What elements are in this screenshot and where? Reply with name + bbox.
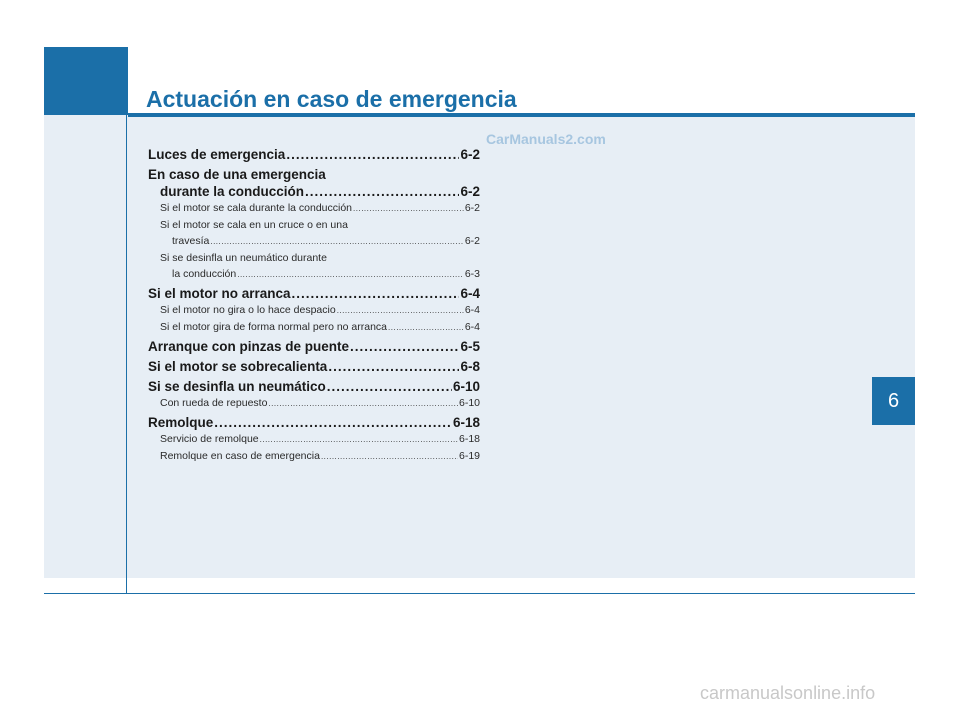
toc-leader <box>237 267 464 283</box>
toc-leader <box>350 338 459 355</box>
toc-leader <box>292 285 460 302</box>
toc-label: Luces de emergencia <box>148 147 286 162</box>
toc-page: 6-8 <box>460 359 480 374</box>
toc-page: 6-2 <box>460 147 480 162</box>
toc-entry-neumatico[interactable] <box>148 378 480 395</box>
footer-watermark: carmanualsonline.info <box>700 683 876 703</box>
title-divider <box>128 113 915 117</box>
toc-label: Si el motor gira de forma normal pero no arranca <box>160 321 388 333</box>
table-of-contents <box>148 146 480 465</box>
toc-leader <box>321 449 458 465</box>
toc-entry-desinfla-line1[interactable]: Si se desinfla un neumático durante <box>160 252 327 264</box>
page-title: Actuación en caso de emergencia <box>146 86 517 112</box>
toc-page: 6-10 <box>452 379 480 394</box>
toc-page: 6-2 <box>460 184 480 199</box>
section-color-block <box>44 47 128 115</box>
toc-page: 6-18 <box>458 433 480 445</box>
toc-page: 6-4 <box>464 304 480 316</box>
toc-entry-cruce-line1[interactable]: Si el motor se cala en un cruce o en una <box>160 219 348 231</box>
toc-label: Arranque con pinzas de puente <box>148 339 350 354</box>
toc-page: 6-2 <box>464 202 480 214</box>
toc-label: Remolque <box>148 415 214 430</box>
toc-page: 6-2 <box>464 235 480 247</box>
toc-entry-sobrecalienta[interactable] <box>148 358 480 375</box>
toc-page: 6-5 <box>460 339 480 354</box>
toc-label: Si se desinfla un neumático <box>148 379 326 394</box>
toc-entry-gira-normal[interactable] <box>148 319 480 336</box>
toc-leader <box>286 146 459 163</box>
toc-page: 6-3 <box>464 268 480 280</box>
toc-entry-cruce[interactable] <box>148 233 480 250</box>
bottom-divider <box>44 593 915 594</box>
toc-entry-conduccion[interactable] <box>148 183 480 200</box>
toc-page: 6-4 <box>460 286 480 301</box>
toc-entry-remolque-emergencia[interactable] <box>148 448 480 465</box>
toc-leader <box>327 378 452 395</box>
toc-leader <box>214 414 452 431</box>
toc-label: Remolque en caso de emergencia <box>160 450 320 462</box>
toc-leader <box>305 183 459 200</box>
toc-leader <box>337 303 464 319</box>
toc-entry-luces[interactable] <box>148 146 480 163</box>
left-divider <box>126 115 127 594</box>
toc-entry-no-gira[interactable] <box>148 302 480 319</box>
toc-label: la conducción <box>172 268 237 280</box>
toc-page: 6-19 <box>458 450 480 462</box>
toc-label: Si el motor no gira o lo hace despacio <box>160 304 336 316</box>
toc-entry-remolque[interactable] <box>148 414 480 431</box>
toc-label: Con rueda de repuesto <box>160 397 268 409</box>
toc-page: 6-18 <box>452 415 480 430</box>
toc-page: 6-10 <box>458 397 480 409</box>
toc-entry-repuesto[interactable] <box>148 395 480 412</box>
toc-entry-cala[interactable] <box>148 200 480 217</box>
toc-page: 6-4 <box>464 321 480 333</box>
toc-label: Si el motor no arranca <box>148 286 291 301</box>
toc-leader <box>210 234 463 250</box>
toc-entry-pinzas[interactable] <box>148 338 480 355</box>
toc-leader <box>353 201 464 217</box>
toc-leader <box>268 396 458 412</box>
toc-label: Si el motor se cala durante la conducción <box>160 202 353 214</box>
toc-label: Si el motor se sobrecalienta <box>148 359 328 374</box>
chapter-tab: 6 <box>872 377 915 425</box>
toc-leader <box>388 320 464 336</box>
toc-label: durante la conducción <box>160 184 305 199</box>
toc-entry-no-arranca[interactable] <box>148 285 480 302</box>
watermark: CarManuals2.com <box>486 131 606 147</box>
toc-entry-servicio[interactable] <box>148 431 480 448</box>
toc-label: travesía <box>172 235 210 247</box>
toc-entry-desinfla-conduccion[interactable] <box>148 266 480 283</box>
toc-leader <box>260 432 458 448</box>
toc-entry-conduccion-line1[interactable]: En caso de una emergencia <box>148 167 326 182</box>
toc-label: Servicio de remolque <box>160 433 259 445</box>
toc-leader <box>328 358 459 375</box>
